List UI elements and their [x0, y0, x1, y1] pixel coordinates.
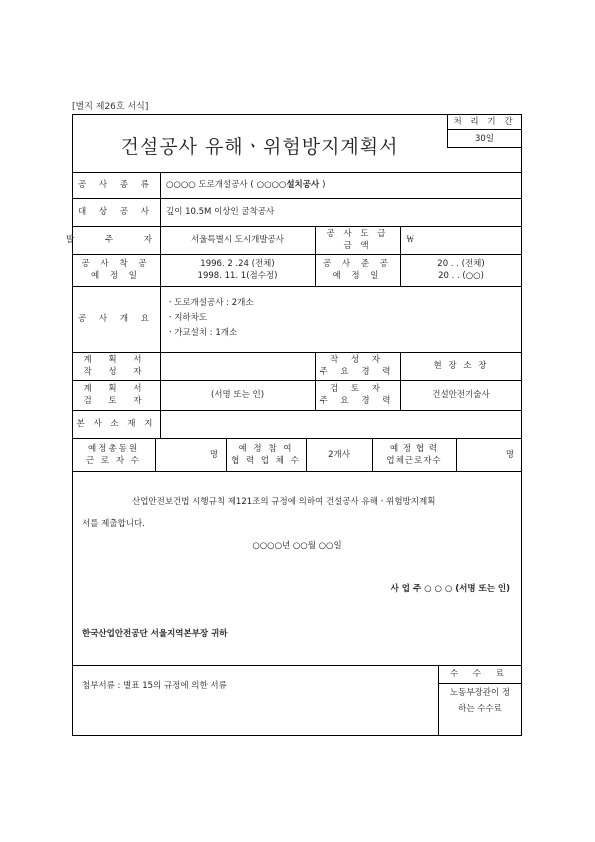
- reviewer-label: [72, 380, 160, 410]
- author-label: [72, 352, 160, 380]
- processing-period-label: 처 리 기 간: [453, 117, 516, 127]
- form-number: [별지 제26호 서식]: [72, 102, 149, 112]
- reviewer-signature: (서명 또는 인): [210, 390, 265, 400]
- overview-item: ㆍ지하차도: [166, 313, 208, 323]
- partner-companies-label-2: 협 력 업 체 수: [231, 455, 301, 466]
- construction-type-label: 공 사 종 류: [78, 180, 154, 190]
- page-title: 건설공사 유해ㆍ위험방지계획서: [120, 136, 399, 158]
- target-label: 대 상 공 사: [78, 207, 154, 217]
- total-workers-label-1: 예정총동원: [87, 443, 140, 454]
- author-value: [160, 352, 315, 380]
- reviewer-label-2: 검 토 자: [83, 396, 149, 406]
- start-date-label-2: 예 정 일: [90, 271, 142, 281]
- reviewer-career-label-1: 검 토 자: [329, 384, 386, 394]
- fee-value: [438, 684, 522, 718]
- partner-companies-label: [226, 438, 306, 471]
- construction-type-bold: ○○○○설치공사: [256, 180, 320, 190]
- contract-amount-value: ￦: [406, 235, 415, 245]
- fee-label: 수 수 료: [449, 669, 511, 679]
- divider: [72, 471, 522, 472]
- contract-amount-label-2: 금 액: [343, 241, 372, 251]
- start-date-label: [72, 254, 160, 286]
- reviewer-label-1: 계 획 서: [83, 384, 149, 394]
- start-date-label-1: 공 사 착 공: [81, 259, 151, 269]
- author-label-2: 작 성 자: [83, 367, 149, 377]
- contract-amount-label: [315, 226, 400, 254]
- author-label-1: 계 획 서: [83, 355, 149, 365]
- partner-workers-label-2: 업체근로자수: [386, 455, 442, 466]
- overview-label: 공 사 개 요: [78, 314, 154, 324]
- author-career-label-1: 작 성 자: [329, 355, 386, 365]
- author-career-value: 현 장 소 장: [433, 361, 489, 371]
- overview-item: ㆍ도로개설공사 : 2개소: [166, 298, 254, 308]
- fee-value-1: 노동부장관이 정: [449, 688, 511, 698]
- overview-item: ㆍ가교설치 : 1개소: [166, 328, 238, 338]
- start-date-value: [160, 254, 315, 286]
- end-date-value: [400, 254, 522, 286]
- statement-line-1: 산업안전보건법 시행규칙 제121조의 규정에 의하여 건설공사 유해ㆍ위험방지계획: [132, 497, 436, 507]
- submission-date: ○○○○년 ○○월 ○○일: [252, 541, 342, 551]
- construction-type-prefix: ○○○○ 도로개설공사 (: [166, 180, 254, 190]
- construction-type-suffix: ): [322, 180, 326, 190]
- total-workers-label-2: 근 로 자 수: [86, 455, 141, 466]
- reviewer-career-value: 건설안전기술사: [432, 390, 490, 400]
- client-label: 발 주 자: [65, 235, 167, 245]
- total-workers-unit: 명: [209, 449, 218, 460]
- recipient: 한국산업안전공단 서울지역본부장 귀하: [82, 629, 228, 639]
- hq-address-label: 본 사 소 재 지: [76, 419, 156, 429]
- fee-value-2: 하는 수수료: [458, 704, 502, 714]
- author-career-label-2: 주 요 경 력: [319, 367, 396, 377]
- start-date-value-1: 1996. 2 .24 (전체): [200, 259, 275, 269]
- partner-companies-value: 2개사: [328, 449, 350, 460]
- hq-address-value: [160, 410, 522, 438]
- reviewer-career-label: [315, 380, 400, 410]
- partner-workers-label: [372, 438, 456, 471]
- partner-companies-label-1: 예 정 참 여: [238, 443, 294, 454]
- end-date-label-2: 예 정 일: [332, 271, 383, 281]
- partner-workers-label-1: 예 정 협 력: [390, 443, 438, 454]
- attachments-note: 첨부서류 : 별표 15의 규정에 의한 서류: [82, 681, 227, 691]
- target-value: 깊이 10.5M 이상인 굴착공사: [166, 207, 275, 217]
- total-workers-label: [72, 438, 155, 471]
- reviewer-career-label-2: 주 요 경 력: [319, 396, 396, 406]
- overview-list: [166, 296, 254, 341]
- contract-amount-label-1: 공 사 도 급: [326, 229, 389, 239]
- construction-type-value: [160, 172, 522, 198]
- start-date-value-2: 1998. 11. 1(점수정): [197, 271, 278, 281]
- end-date-value-1: 20 . . (전체): [437, 259, 485, 269]
- end-date-label-1: 공 사 준 공: [323, 259, 392, 269]
- author-career-label: [315, 352, 400, 380]
- processing-period-value: 30일: [474, 133, 495, 144]
- client-value: 서울특별시 도시개발공사: [190, 235, 285, 245]
- submitter-signature: 사 업 주 ○ ○ ○ (서명 또는 인): [390, 584, 510, 594]
- partner-workers-unit: 명: [505, 449, 514, 460]
- statement-line-2: 서를 제출합니다.: [82, 519, 145, 529]
- end-date-label: [315, 254, 400, 286]
- end-date-value-2: 20 . . (○○): [438, 271, 484, 281]
